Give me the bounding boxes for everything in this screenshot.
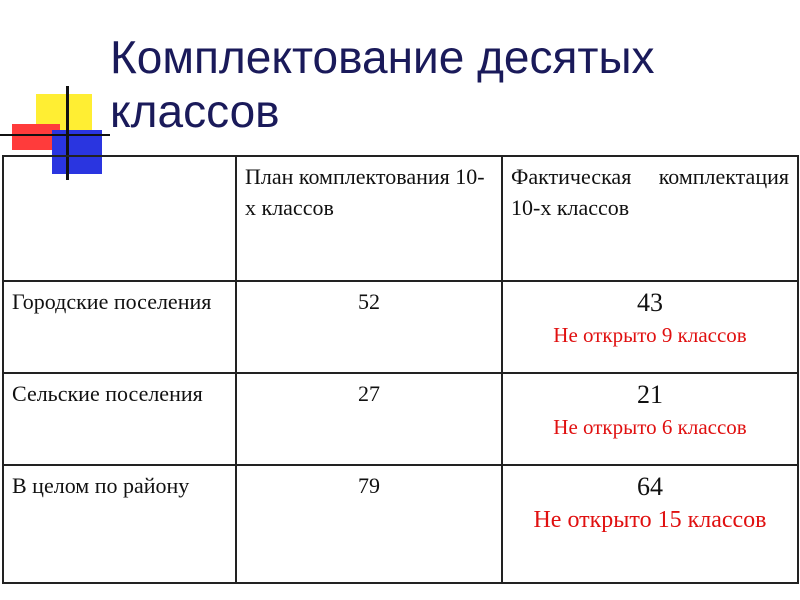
page-title: Комплектование десятых классов	[110, 31, 655, 137]
fact-cell	[502, 281, 798, 373]
header-plan: План комплектования 10-х классов	[236, 156, 502, 281]
fact-cell	[502, 373, 798, 465]
plan-value: 79	[236, 465, 502, 583]
row-label: Сельские поселения	[3, 373, 236, 465]
fact-note: Не открыто 9 классов	[553, 323, 747, 347]
fact-note: Не открыто 6 классов	[553, 415, 747, 439]
row-label: Городские поселения	[3, 281, 236, 373]
plan-value: 52	[236, 281, 502, 373]
fact-cell	[502, 465, 798, 583]
fact-value: 21	[637, 380, 663, 409]
table-row	[3, 465, 798, 583]
logo-horizontal-line	[0, 134, 110, 136]
table-header-row	[3, 156, 798, 281]
staffing-table	[2, 155, 799, 584]
header-empty-cell	[3, 156, 236, 281]
fact-value: 64	[637, 472, 663, 501]
header-fact: Фактическая комплектация 10-х классов	[502, 156, 798, 281]
fact-note: Не открыто 15 классов	[533, 507, 767, 533]
row-label: В целом по району	[3, 465, 236, 583]
plan-value: 27	[236, 373, 502, 465]
table-row	[3, 373, 798, 465]
fact-value: 43	[637, 288, 663, 317]
table-row	[3, 281, 798, 373]
